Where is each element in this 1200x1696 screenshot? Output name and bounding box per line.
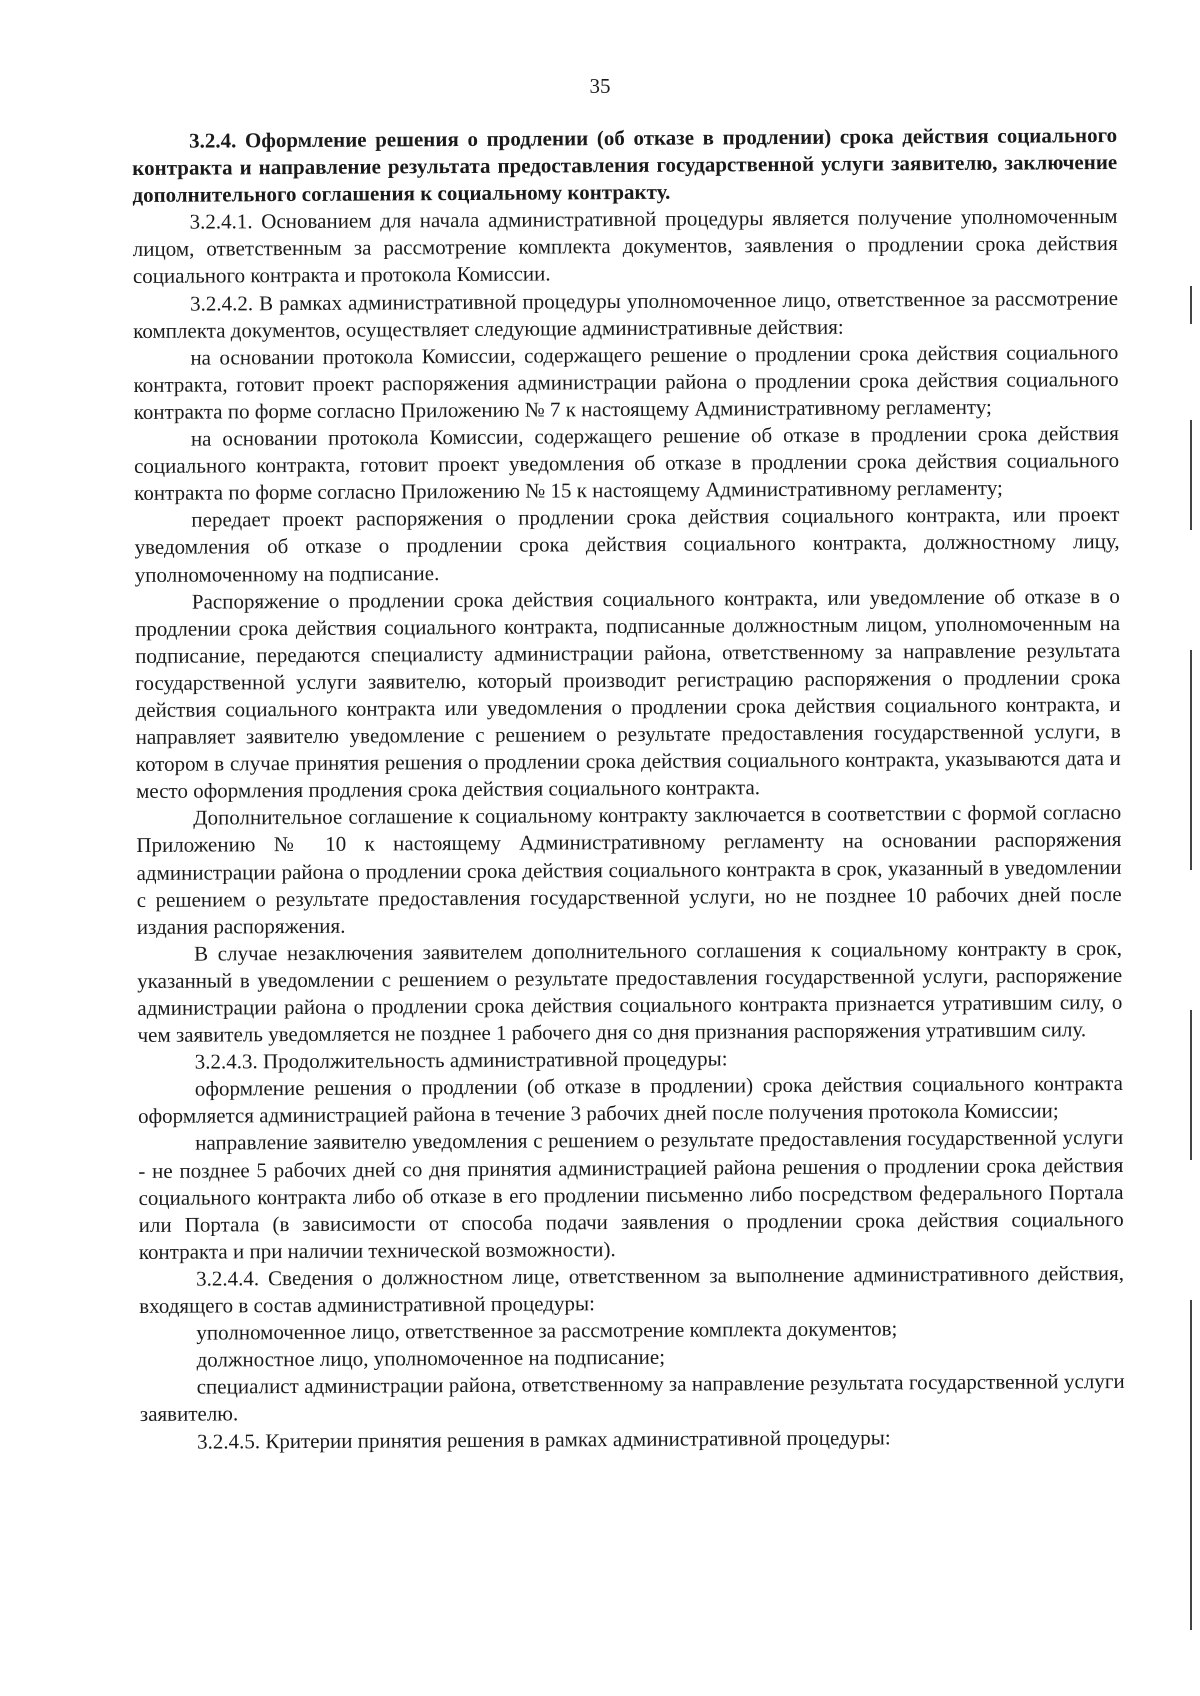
scan-edge-mark	[1190, 420, 1192, 530]
paragraph: 3.2.4.4. Сведения о должностном лице, ответственном за выполнение административного действия, входящего в состав административной процедуры:	[139, 1260, 1125, 1319]
scan-edge-mark	[1190, 1300, 1192, 1630]
scan-edge-mark	[1190, 650, 1192, 870]
scan-edge-mark	[1190, 286, 1192, 324]
paragraph: 3.2.4.3. Продолжительность административной процедуры:	[194, 1046, 728, 1074]
paragraph: должностное лицо, уполномоченное на подписание;	[196, 1344, 666, 1372]
page-number: 35	[589, 74, 611, 98]
scan-edge-mark	[1190, 1010, 1192, 1160]
paragraph: на основании протокола Комиссии, содержащего решение об отказе в продлении срока действия социального контракта, готовит проект уведомления об отказе в продлении срока действия социального контракта по форме согласно Приложению № 15 к настоящему Административному регламенту;	[133, 421, 1120, 506]
section-heading: 3.2.4. Оформление решения о продлении (об отказе в продлении) срока действия социального контракта и направление результата предоставления государственной услуги заявителю, заключение дополнительного соглашения к социальному контракту.	[132, 122, 1118, 208]
paragraph: 3.2.4.1. Основанием для начала административной процедуры является получение уполномоченным лицом, ответственным за рассмотрение комплекта документов, заявления о продлении срока действия социального контракта и протокола Комиссии.	[132, 204, 1118, 289]
document-body	[132, 122, 1125, 1456]
paragraph: оформление решения о продлении (об отказе в продлении) срока действия социального контракта оформляется администрацией района в течение 3 рабочих дней после получения протокола Комиссии;	[137, 1071, 1123, 1129]
paragraph: уполномоченное лицо, ответственное за рассмотрение комплекта документов;	[196, 1316, 898, 1345]
paragraph: 3.2.4.5. Критерии принятия решения в рамках административной процедуры:	[196, 1424, 891, 1454]
paragraph: Дополнительное соглашение к социальному контракту заключается в соответствии с формой согласно Приложению № 10 к настоящему Административному регламенту на основании распоряжения администрации района о продлении срока действия социального контракта в срок, указанный в уведомлении с решением о результате предоставления государственной услуги, но не позднее 10 рабочих дней после издания распоряжения.	[136, 800, 1122, 939]
paragraph: передает проект распоряжения о продлении срока действия социального контракта, или проект уведомления об отказе о продлении срока действия социального контракта, должностному лицу, уполномоченному на подписание.	[134, 502, 1120, 587]
paragraph: на основании протокола Комиссии, содержащего решение о продлении срока действия социального контракта, готовит проект распоряжения администрации района о продлении срока действия социального контракта по форме согласно Приложению № 7 к настоящему Административному регламенту;	[133, 339, 1119, 424]
paragraph: В случае незаключения заявителем дополнительного соглашения к социальному контракту в срок, указанный в уведомлении с решением о результате предоставления государственной услуги, распоряжение администрации района о продлении срока действия социального контракта признается утратившим силу, о чем заявитель уведомляется не позднее 1 рабочего дня со дня признания распоряжения утратившим силу.	[137, 935, 1123, 1048]
paragraph: Распоряжение о продлении срока действия социального контракта, или уведомление об отказе в о продлении срока действия социального контракта, подписанные должностным лицом, уполномоченным на подписание, передаются специалисту администрации района, ответственному за направление результата государственной услуги заявителю, который производит регистрацию распоряжения о продлении срока действия социального контракта или уведомления о продлении срока действия социального контракта, и направляет заявителю уведомление с решением о результате предоставления государственной услуги, в котором в случае принятия решения о продлении срока действия социального контракта, указываются дата и место оформления продления срока действия социального контракта.	[134, 583, 1121, 804]
paragraph: специалист администрации района, ответственному за направление результата государственной услуги заявителю.	[139, 1369, 1125, 1427]
paragraph: 3.2.4.2. В рамках административной процедуры уполномоченное лицо, ответственное за рассмотрение комплекта документов, осуществляет следующие административные действия:	[133, 285, 1119, 343]
paragraph: направление заявителю уведомления с решением о результате предоставления государственной услуги - не позднее 5 рабочих дней со дня принятия администрацией района решения о продлении срока действия социального контракта либо об отказе в его продлении письменно либо посредством федерального Портала или Портала (в зависимости от способа подачи заявления о продлении срока действия социального контракта и при наличии технической возможности).	[138, 1125, 1124, 1264]
